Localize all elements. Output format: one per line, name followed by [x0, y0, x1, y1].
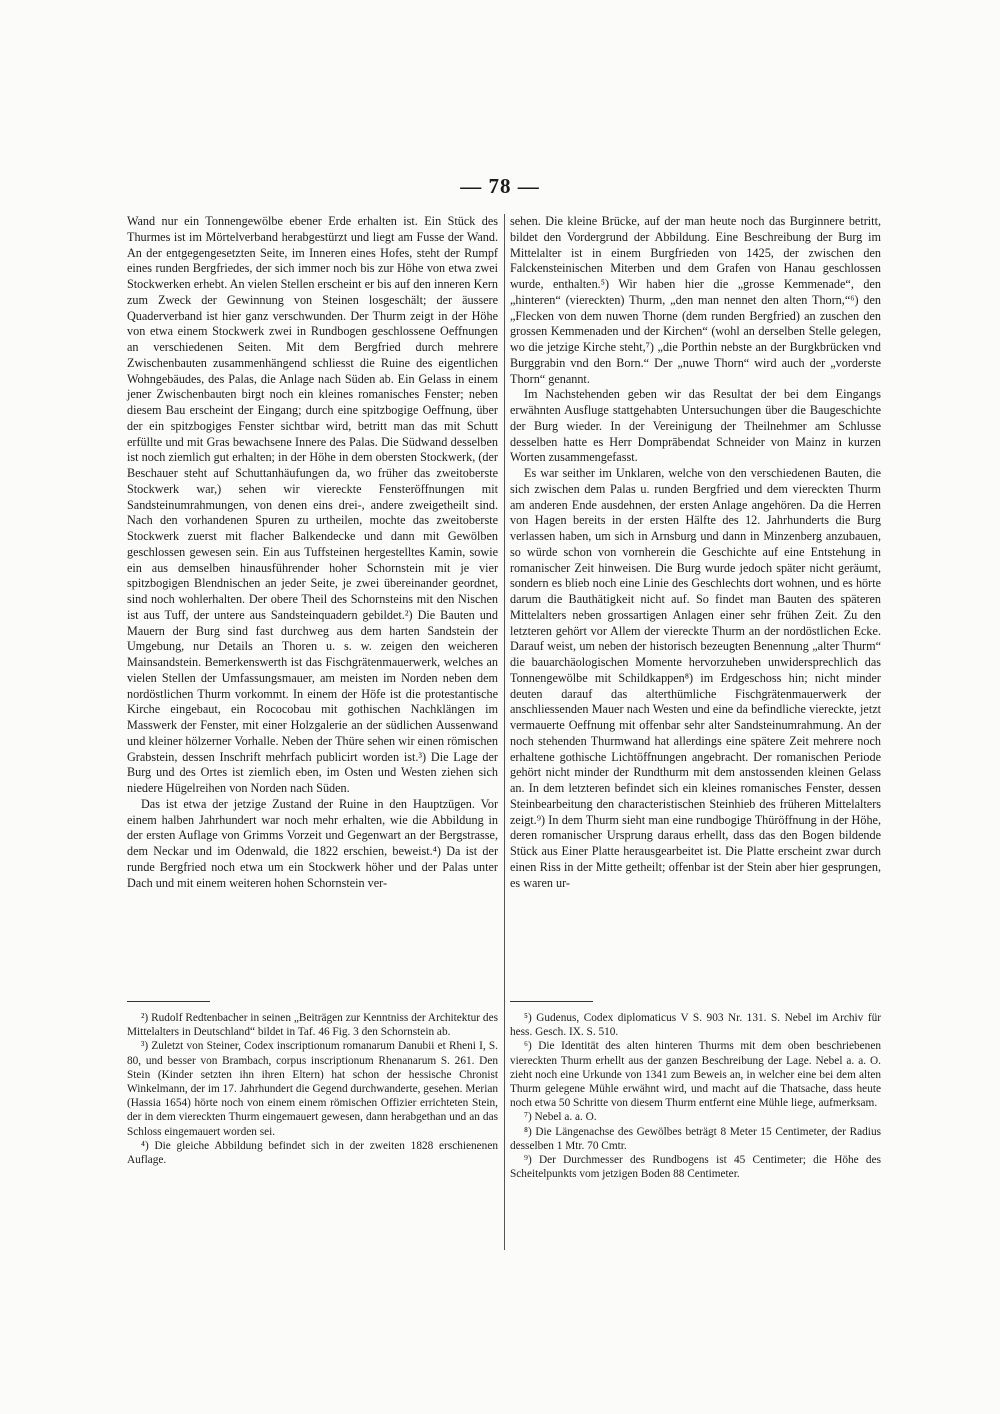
footnote: ⁶) Die Identität des alten hinteren Thurms mit dem oben beschriebenen viereckten Thurm erhellt aus der ganzen Beschreibung der Lage. Nebel a. a. O. zieht noch eine Urkunde von 1341 zum Beweis an, in welcher eine bei dem alten Thurm gelegene Mühle erwähnt wird, und macht auf die Thatsache, dass heute noch etwa 50 Schritte von diesem Thurm entfernt eine Mühle liege, aufmerksam.	[510, 1040, 881, 1110]
page-number: — 78 —	[460, 174, 540, 198]
right-column	[510, 214, 881, 891]
footnote: ⁷) Nebel a. a. O.	[524, 1111, 597, 1124]
footnotes-right	[510, 1011, 881, 1181]
footnote-rule	[127, 1001, 210, 1002]
paragraph: Im Nachstehenden geben wir das Resultat der bei dem Eingangs erwähnten Ausfluge stattgehabten Untersuchungen über die Baugeschichte der Burg wieder. In der Vereinigung der Theilnehmer am Schlusse desselben hatte es Herr Domprābendat Schneider von Mainz in kurzen Worten zusammengefasst.	[510, 387, 881, 465]
footnote: ⁴) Die gleiche Abbildung befindet sich in der zweiten 1828 erschienenen Auflage.	[127, 1139, 498, 1167]
footnote: ⁹) Der Durchmesser des Rundbogens ist 45 Centimeter; die Höhe des Scheitelpunkts vom jetzigen Boden 88 Centimeter.	[510, 1154, 881, 1181]
paragraph: Es war seither im Unklaren, welche von den verschiedenen Bauten, die sich zwischen dem Palas u. runden Bergfried und dem viereckten Thurm am anderen Ende ausdehnen, der ersten Anlage angehören. Da die Herren von Hagen bereits in der ersten Hälfte des 12. Jahrhunderts die Burg verlassen haben, um sich in Arnsburg und dann in Minzenberg anzubauen, so würde schon von vornherein die Geschichte auf eine Entstehung in romanischer Zeit hinweisen. Die Burg wurde jedoch später nicht geräumt, sondern es blieb noch eine Linie des Geschlechts dort wohnen, und es hörte darum die Bauthätigkeit nicht auf. So findet man Bauten des späteren Mittelalters neben grossartigen Anlagen einer sehr frühen Zeit. Zu den letzteren gehört vor Allem der viereckte Thurm an der nordöstlichen Ecke. Darauf weist, um neben der historisch bezeugten Benennung „alter Thurm“ die bauarchäologischen Momente hervorzuheben unwidersprechlich das Tonnengewölbe mit Schildkappen⁸) im Erdgeschoss hin; nicht minder deuten darauf das alterthümliche Fischgrätenmauerwerk der anschliessenden Mauer nach Westen und eine da befindliche viereckte, jetzt vermauerte Oeffnung mit offenbar sehr alter Sandsteinumrahmung. An der noch stehenden Thurmwand hat allerdings eine spätere Zeit mehrere noch erhaltene gothische Lichtöffnungen angebracht. Der romanischen Periode gehört nicht minder der Rundthurm mit dem anstossenden kleinen Gelass an. In dem letzteren befindet sich ein kleines romanisches Fenster, dessen Steinbearbeitung den characteristischen Steinhieb des früheren Mittelalters zeigt.⁹) In dem Thurm sieht man eine rundbogige Thüröffnung in der Höhe, deren romanischer Ursprung daraus erhellt, dass das den Bogen bildende Stück aus Einer Platte herausgearbeitet ist. Die Platte erscheint zwar durch einen Riss in der Mitte getheilt; offenbar ist der Stein aber hier gesprungen, es waren ur-	[510, 466, 881, 890]
footnote-rule	[510, 1001, 593, 1002]
column-divider	[504, 214, 505, 1250]
footnote: ⁸) Die Längenachse des Gewölbes beträgt 8 Meter 15 Centimeter, der Radius desselben 1 Mtr. 70 Cmtr.	[510, 1125, 881, 1152]
paragraph: Wand nur ein Tonnengewölbe ebener Erde erhalten ist. Ein Stück des Thurmes ist im Mörtelverband herabgestürzt und liegt am Fusse der Wand. An der entgegengesetzten Seite, im Inneren eines Hofes, steht der Rumpf eines runden Bergfriedes, der sich immer noch bis zur Höhe von etwa zwei Stockwerken erhebt. An vielen Stellen erscheint er bis auf den inneren Kern zum Zweck der Gewinnung von Steinen losgeschält; der äussere Quaderverband ist hier ganz verschwunden. Der Thurm zeigt in der Höhe von etwa einem Stockwerk zwei in Rundbogen geschlossene Oeffnungen an verschiedenen Seiten. Mit dem Bergfried durch mehrere Zwischenbauten zusammenhängend schliesst die Ruine des eigentlichen Wohngebäudes, des Palas, die Anlage nach Süden ab. Ein Gelass in einem jener Zwischenbauten birgt noch ein kleines romanisches Fenster; neben diesem Bau erscheint der Eingang; durch eine spitzbogige Oeffnung, über der ein spitzbogiges Fenster sichtbar wird, betritt man das mit Schutt erfüllte und mit Gras bewachsene Innere des Palas. Die Südwand desselben ist noch ziemlich gut erhalten; in der Höhe in dem obersten Stockwerk, (der Beschauer steht auf Schuttanhäufungen da, wo früher das zweitoberste Stockwerk war,) sehen wir viereckte Fensteröffnungen mit Sandsteinumrahmungen, von denen eins drei-, andere zweigetheilt sind. Nach den vorhandenen Spuren zu urtheilen, mochte das zweitoberste Stockwerk zuerst mit flacher Balkendecke und dann mit Gewölben geschlossen gewesen sein. Ein aus Tuffsteinen hergestelltes Kamin, sowie ein aus demselben hinausführender hoher Schornstein mit je vier spitzbogigen Blendnischen an jeder Seite, je zwei übereinander geordnet, sind noch wohlerhalten. Der obere Theil des Schornsteins mit den Nischen ist aus Tuff, der untere aus Sandsteinquadern gebildet.²) Die Bauten und Mauern der Burg sind fast durchweg aus dem harten Sandstein der Umgebung, nur Details an Thoren u. s. w. zeigen den weicheren Mainsandstein. Bemerkenswerth ist das Fischgrätenmauerwerk, welches an vielen Stellen der Umfassungsmauer, am meisten im Norden neben dem nordöstlichen Thurm vorkommt. In einem der Höfe ist die protestantische Kirche eingebaut, ein Rococobau mit gothischen Nachklängen im Masswerk der Fenster, mit einer Holzgalerie an der südlichen Aussenwand und kleiner hölzerner Vorhalle. Neben der Thüre sehen wir einen römischen Grabstein, dessen Inschrift mehrfach publicirt worden ist.³) Die Lage der Burg und des Ortes ist ziemlich eben, im Osten und Westen ziehen sich niedere Hügelreihen von Norden nach Süden.	[127, 214, 498, 795]
paragraph: Das ist etwa der jetzige Zustand der Ruine in den Hauptzügen. Vor einem halben Jahrhundert war noch mehr erhalten, wie die Abbildung in der ersten Auflage von Grimms Vorzeit und Gegenwart an der Bergstrasse, dem Neckar und im Odenwald, die 1822 erschien, beweist.⁴) Da ist der runde Bergfried noch etwa um ein Stockwerk höher und der Palas unter Dach und mit einem weiteren hohen Schornstein ver-	[127, 796, 498, 890]
footnote: ²) Rudolf Redtenbacher in seinen „Beiträgen zur Kenntniss der Architektur des Mittelalters in Deutschland“ bildet in Taf. 46 Fig. 3 den Schornstein ab.	[127, 1012, 498, 1039]
left-column	[127, 214, 498, 891]
paragraph: sehen. Die kleine Brücke, auf der man heute noch das Burginnere betritt, bildet den Vordergrund der Abbildung. Eine Beschreibung der Burg im Mittelalter ist in einem Burgfrieden von 1425, der zwischen den Falckensteinischen Miterben und dem Grafen von Hanau geschlossen wurde, enthalten.⁵) Wir haben hier die „grosse Kemmenade“, den „hinteren“ (viereckten) Thurm, „den man nennet den alten Thorn,“⁶) den „Flecken von dem nuwen Thorne (dem runden Bergfried) an zuschen den grossen Kemmenaden und der Kirchen“ (wohl an derselben Stelle gelegen, wo die jetzige Kirche steht,⁷) „die Porthin nebste an der Burgkbrücken vnd Burggrabin vnd den Born.“ Der „nuwe Thorn“ wird auch der „vorderste Thorn“ genannt.	[510, 214, 881, 386]
footnote: ⁵) Gudenus, Codex diplomaticus V S. 903 Nr. 131. S. Nebel im Archiv für hess. Gesch. IX. S. 510.	[510, 1012, 881, 1039]
footnotes-left	[127, 1011, 498, 1167]
footnote: ³) Zuletzt von Steiner, Codex inscriptionum romanarum Danubii et Rheni I, S. 80, und besser von Brambach, corpus inscriptionum Rhenanarum S. 261. Den Stein (Kinder setzten ihn ihren Eltern) hat schon der hessische Chronist Winkelmann, der im 17. Jahrhundert die Gegend durchwanderte, gesehen. Merian (Hassia 1654) hörte noch von einem einem römischen Offizier errichteten Stein, der in dem viereckten Thurm eingemauert gewesen, dann herabgethan und an das Schloss eingemauert worden sei.	[127, 1040, 498, 1138]
